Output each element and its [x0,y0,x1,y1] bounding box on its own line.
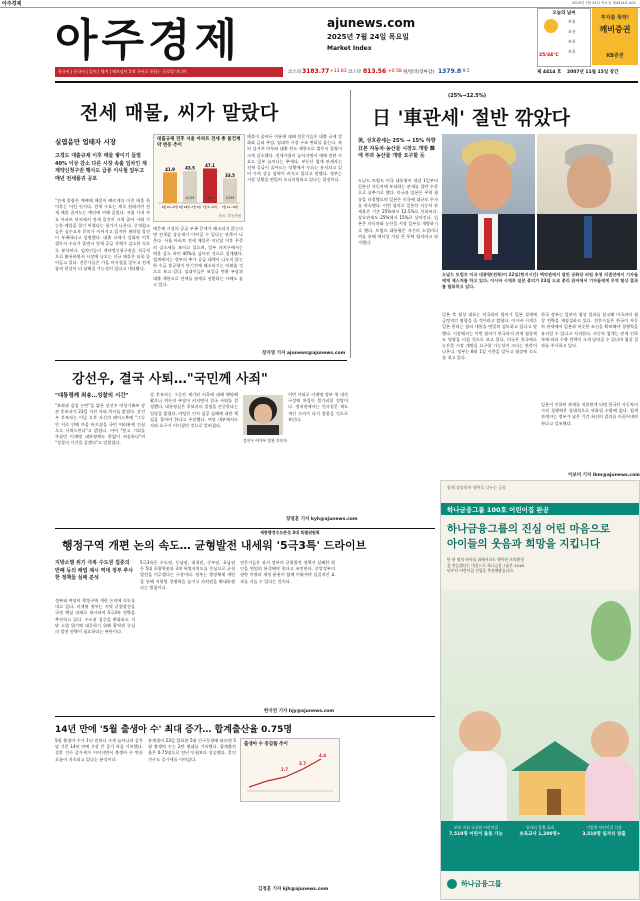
hana-stat-1 [445,825,507,838]
issue-no: 제 4414 호 [537,70,562,75]
ad-child-2-body [585,757,635,821]
tagline-bar [55,67,283,77]
story5-col2: 통계청이 23일 발표한 5월 인구동향에 따르면 5월 출생아 수는 2만 명대를 기록했다. 합계출산율은 0.75명으로 전년 동월보다 상승했다. 혼인 건수도 증가세를 이어갔다. [148,738,236,762]
story5-reporter: 김정훈 기자 kjh@ajunews.com [258,887,329,892]
hana-ad-banner-text: 하나금융그룹 100호 어린이집 완공 [447,506,549,514]
photo-kang [243,395,283,435]
column-divider [350,90,351,358]
hana-stat-1-label: 보육 지원 국공립 어린이집 [454,825,498,830]
photo-trump [442,134,535,270]
ad-house-roof [511,741,599,771]
kosdaq-change: +0.58 [388,69,402,74]
kosdaq-label: 코스닥 [348,70,362,75]
hana-ad-banner [441,503,639,515]
weather-status-4: 보통 [568,49,576,54]
birth-chart-value-2: 2.7 [281,767,289,772]
story1-headline[interactable]: 전세 매물, 씨가 말랐다 [80,102,279,124]
kang-face [254,404,272,424]
hana-ad-topnote: 함께 성장하며 행복을 나누는 금융 [447,485,507,490]
fx-value: 1379.8 [438,68,462,75]
hana-stat-2-label: 일자리 창출 효과 [525,825,555,830]
story2-caption: 도널드 트럼프 미국 대통령(왼쪽)이 22일(현지시간) 백악관에서 열린 공화당 의원 초청 리셉션에서 기자들에게 제스처를 하고 있다. 이시바 시게루 일본 총리가 23일 도쿄 총리 관저에서 기자들에게 무역 협상 결과를 발표하고 있다. [442,272,638,290]
story5-headline[interactable]: 14년 만에 '5월 출생아 수' 최대 증가… 합계출산율 0.75명 [55,725,293,735]
kb-ad-brand: KB증권 [606,53,624,59]
story4-col2: 5극3특은 수도권, 동남권, 대경권, 중부권, 호남권 등 5대 초광역권과 3개 특별자치도를 중심으로 균형발전을 이루겠다는 구상이다. 정부는 행정체제 개편을 통해 지역별 경쟁력을 높이고 자치권을 확대하겠다는 방침이다. [140,560,235,590]
top-strip-date: 2025년 7월 24일 목요일 제4414호 A01 [572,1,636,5]
trump-tie [484,218,492,260]
sun-icon [544,19,558,33]
story3-rule [55,360,347,361]
story5-col1: 5월 출생아 수가 1년 전보다 크게 늘어나며 같은 달 기준 14년 만에 가장 큰 증가 폭을 기록했다. 결혼 건수 증가세가 이어지면서 출생아 수 반등 흐름이 지속되고 있다는 분석이다. [55,738,143,762]
birth-chart [240,738,340,802]
story1-col3: 매물이 줄어든 이유에 대해 전문가들은 대출 규제 강화와 금리 부담, 임대차 시장 구조 변화를 꼽는다. 특히 실거주 의무와 대출 한도 제한으로 갭투자 물량이 크게 감소했다. 전세가율이 높아지면서 매매 전환 수요도 일부 늘어나는 추세다. 부동산 업계 관계자는 전세 공급이 줄어드는 상황에서 수요는 유지되고 있어 가격 상승 압력이 커지고 있다고 말했다. 정부는 시장 상황을 면밀히 모니터링하고 있다는 입장이다. [247,134,342,183]
story1-col2: 때문에 시장의 공급 부족 문제가 해소되지 않는다면 전셋값 상승세가 이어질 수 있다는 관측이 나온다. 서울 아파트 전세 매물은 지난달 이후 꾸준히 감소세를 보이고 있으며, 일부 자치구에서는 매물 감소 폭이 40%를 넘어선 것으로 집계됐다. 업계에서는 정부의 추가 공급 대책이 나오지 않는 한 수급 불균형이 단기간에 해소되기는 어려울 것으로 보고 있다. 임대인들은 보증금 반환 부담과 대출 제한으로 전세를 월세로 전환하는 사례도 늘고 있다. [153,226,243,287]
founded: 2007년 11월 15일 창간 [566,70,619,75]
story2-reporter: 이보미 기자 lbm@ajunews.com [568,473,640,478]
weather-status-3: 보통 [568,39,576,44]
story2-col1: 도널드 트럼프 미국 대통령이 내달 1일부터 일본산 자동차에 부과하는 관세를 절반 수준으로 낮추기로 했다. 미국과 일본은 무역 협상을 타결했으며 일본은 미국에 대규모 투자를 약속했다. 이번 합의로 일본산 자동차 관세율은 기존 25%에서 12.5%로 인하된다. 상호관세도 25%에서 15%로 낮아진다. 일본은 자동차와 농산물 시장 일부를 개방하기로 했다. 트럼프 대통령은 자신의 소셜미디어를 통해 역사상 가장 큰 무역 합의라고 평가했다. [358,178,438,246]
kang-body [247,425,279,435]
story2-kicker: (25%→12.5%) [448,93,487,99]
story3-col2: 강 후보자는 그동안 제기된 의혹에 대해 해명해 왔으나 여론의 부담이 커지면서 결국 사퇴를 결정했다. 대통령실은 후보자의 결정을 존중한다는 입장을 밝혔다. 야당은 인사 검증 실패에 대한 책임을 물어야 한다고 주장했다. 여당 내부에서도 사퇴 요구가 이어졌던 것으로 알려졌다. [150,392,238,429]
hana-ad-desc: 단 한 명의 아이를 위해서라도 행복한 보육환경을 만들겠다는 마음으로 하나금융그룹은 2018년부터 어린이집 건립을 추진해왔습니다. [447,557,524,573]
chart-bar [163,172,177,203]
kb-ad[interactable] [592,8,638,65]
ad-child-1-body [453,751,507,821]
chart-secondary-label: 3335 [225,196,235,200]
story1-col1: "전세 물량은 예배에 매물이 빠르게다 이런 매물 한 이후는 이런 듯이다. 전세 수요는 계속 원래지만 전세 매물 줄어드는 예년에 비해 줄었다. 서울 시내 주요 아파트 단지에서 전세 물건이 크게 줄어 거래 가능한 매물을 찾기 어렵다는 평가가 나온다. 중개업소들은 실수요자 문의가 이어지고 있지만 계약할 물건이 부족하다고 설명했다. 대출 규제가 강화된 이후 갭투자 수요가 줄면서 전세 공급 자체가 감소한 것으로 분석된다. 임차인들이 계약갱신청구권을 적극적으로 활용하면서 시장에 나오는 신규 매물은 더욱 줄어들고 있다. 전문가들은 가을 이사철을 앞두고 전세 품귀 현상이 더 심해질 가능성이 있다고 내다봤다. [55,198,150,272]
story1-section: 실엽음만 업태자 시장 [55,138,117,146]
story3-col1: "보좌관 갑질 논란"을 빚은 강선우 여성가족부 장관 후보자가 23일 자진 사퇴 의사를 밝혔다. 강선우 후보자는 이날 오후 자신의 페이스북에 "그동안 저로 인해 마음 아프셨을 국민 여러분께 진심으로 사죄드린다"고 밝혔다. 이어 "믿고 기회를 주셨던 이재명 대통령께도 한없이 죄송하다"며 "성찰의 시간을 갖겠다"고 덧붙였다. [55,403,145,446]
story4-kicker: 세종행정수도완성 3대 특별위원회 [260,530,320,535]
hana-stat-3-label: 기업형 어린이집 신설 [586,825,622,830]
market-index-label: Market Index [327,45,372,52]
birth-chart-title: 출생아 수 증감률 추이 [244,742,288,747]
weather-title: 오늘의 날씨 [552,11,576,16]
chart-data-label: 33.5 [225,172,235,178]
top-strip-brand: 아주경제 [2,1,22,7]
masthead-rule [55,81,638,83]
chart-secondary-label: 4155 [185,196,195,200]
hana-stat-2-value: 보육교사 1,200명+ [519,832,561,837]
fx-label: 원/달러(장마감) [403,70,435,75]
story2-col3: 한국 정부는 일본의 협상 결과를 참고해 미국과의 협상 전략을 재점검하고 있다. 전문가들은 한국이 자동차 관세에서 일본과 비슷한 조건을 확보해야 경쟁력을 유지할 수 있다고 지적한다. 자동차 업계는 관세 인하 폭에 따라 수출 전략이 크게 달라질 수 있다며 협상 결과를 주시하고 있다. [541,312,638,349]
story4-col3: 전문가들은 과거 정부의 균형발전 정책이 실패한 원인을 면밀히 분석해야 한다고 조언한다. 중앙정부의 권한 이양과 재정 분권이 함께 이뤄져야 실질적인 효과를 거둘 수 있다는 것이다. [240,560,335,584]
issue-info [537,69,637,75]
ad-child-1 [459,711,501,753]
hana-stat-3-value: 3,510명 일자리 창출 [582,832,626,837]
story2-col4: 일본이 인하된 관세를 적용받게 되면 한국산 자동차의 가격 경쟁력은 상대적으로 약화될 수밖에 없다. 업계 관계자는 정부가 남은 기간 최선의 결과를 이끌어내야 한다고 강조했다. [541,402,638,426]
story3-headline[interactable]: 강선우, 결국 사퇴…"국민께 사죄" [72,372,268,387]
hana-stat-1-value: 7,519명 어린이 돌봄 가능 [449,832,503,837]
story2-col2: 일본 측 협상 대표는 미국과의 합의가 일본 경제에 긍정적인 영향을 줄 것이라고 밝혔다. 이시바 시게루 일본 총리는 합의 내용을 면밀히 검토하고 있다고 말했다. 시장에서는 이번 합의가 한국과의 관세 협상에도 영향을 미칠 것으로 보고 있다. 미국은 한국에도 농산물 시장 개방을 요구할 가능성이 크다는 관측이 나온다. 정부는 8월 1일 시한을 앞두고 협상에 속도를 내고 있다. [442,312,537,361]
story5-rule [55,716,435,717]
kospi-label: 코스피 [288,70,302,75]
story4-reporter: 한지연 기자 hjy@ajunews.com [264,709,335,714]
chart-tick-label: 7월 12~18일 [221,206,239,209]
trump-face [466,154,512,210]
ad-child-2 [591,721,629,759]
hana-stat-2 [509,825,571,838]
chart-tick-label: 6월 22~27일 [161,206,179,209]
hana-footer-brand: 하나금융그룹 [461,880,502,888]
story4-rule [55,528,435,529]
photo-ishiba [537,134,637,270]
chart-data-label: 41.9 [165,166,175,172]
masthead-date: 2025년 7월 24일 목요일 [327,33,409,41]
market-row [288,67,538,77]
hana-stat-3 [573,825,635,838]
weather-status-2: 보통 [568,29,576,34]
story3-sub: "대통령께 죄송…성찰의 시간" [55,393,129,399]
chart-data-label: 43.5 [185,165,195,171]
chart-source: 자료: 부동산원 [218,214,241,218]
kb-ad-line2: 깨비증권 [599,25,631,34]
story1-reporter: 장지영 기자 ajunews@ajunews.com [262,351,346,356]
chart-tick-label: 6월 28일~7월 4일 [178,206,202,209]
top-strip [0,0,640,8]
ad-tree [591,601,631,661]
story2-headline[interactable]: 日 '車관세' 절반 깎았다 [372,107,570,129]
tagline-text: 한국어 | 중국어 | 일어 | 영어 | 베트남어 5개 국어로 통하는 글로벌 미디어 [58,69,187,74]
story4-sub: 지방소멸 위기 극복 수도권 집중의 반폐 등의 해법 제시 역대 정부 추사한 정책들 실패 분석 [55,560,134,581]
story3-photo-caption: 강선우 여가부 장관 후보자 [243,438,287,443]
birth-chart-line [249,759,321,787]
chart-tick-label: 7월 5~11일 [202,206,218,209]
hana-ad-title2: 아이들의 웃음과 희망을 지킵니다 [447,538,600,550]
kospi-value: 3183.77 [302,68,330,75]
hana-ad[interactable] [440,480,640,900]
chart-title: 대출규제 전후 서울 아파트 전세 총 물건계약 변동 추이 [157,137,241,148]
weather-status-1: 보통 [568,19,576,24]
ishiba-tie [584,216,592,258]
ishiba-face [567,156,611,208]
story4-col1: 정부와 여당이 행정구역 개편 논의에 속도를 내고 있다. 이재명 정부는 지역 균형발전을 국정 핵심 과제로 제시하며 5극3특 전략을 추진하고 있다. 수도권 집중을 완화하고 지방 소멸 위기에 대응하기 위해 광역권 중심의 발전 전략이 필요하다는 판단이다. [55,598,135,635]
kosdaq-value: 813.56 [363,68,387,75]
weather-temp: 25/34°C [539,53,559,58]
kb-ad-line1: 투자를 뚝딱! [600,15,630,21]
chart-data-label: 47.1 [205,162,215,168]
story3-col3: 이번 사퇴로 이재명 정부 첫 내각 구성에 차질이 불가피할 전망이다. 정치권에서는 인사청문 제도 개선 논의가 다시 불붙을 것으로 보인다. [288,392,348,422]
ad-house-door [547,789,561,815]
story3-reporter: 장영훈 기자 kyh@ajunews.com [286,517,358,522]
story1-sub: 고경도 대출규제 이후 매물 쌓이기 들벌 40% 이상 감소 다른 시장 속출 임차인 재계약신청구권 행사도 급증 이사철 앞두고 매년 전세품귀 공포 [55,153,147,182]
chart-secondary-label: 7081 [205,196,215,200]
chart-svg [154,153,244,213]
weather-box [537,8,591,67]
chart-box [153,134,245,222]
story4-headline[interactable]: 행정구역 개편 논의 속도… 균형발전 내세워 '5극3특' 드라이브 [62,539,367,552]
hana-logo-icon [447,879,457,889]
masthead-logo: 아주경제 [55,15,242,66]
masthead-url[interactable]: ajunews.com [327,16,416,30]
kospi-change: +13.83 [330,69,347,74]
fx-change: -9.5 [461,69,470,74]
story2-sub: 美, 상호관세는 25% → 15% 하향 日본 자동차·농산물 시장도 개방 韓에 부과 농산물 개방 요구할 듯 [358,138,436,159]
hana-ad-title1: 하나금융그룹의 진심 어린 마음으로 [447,523,611,535]
birth-chart-value-1: 3.7 [299,761,307,766]
birth-chart-value-3: 4.4 [319,753,327,758]
